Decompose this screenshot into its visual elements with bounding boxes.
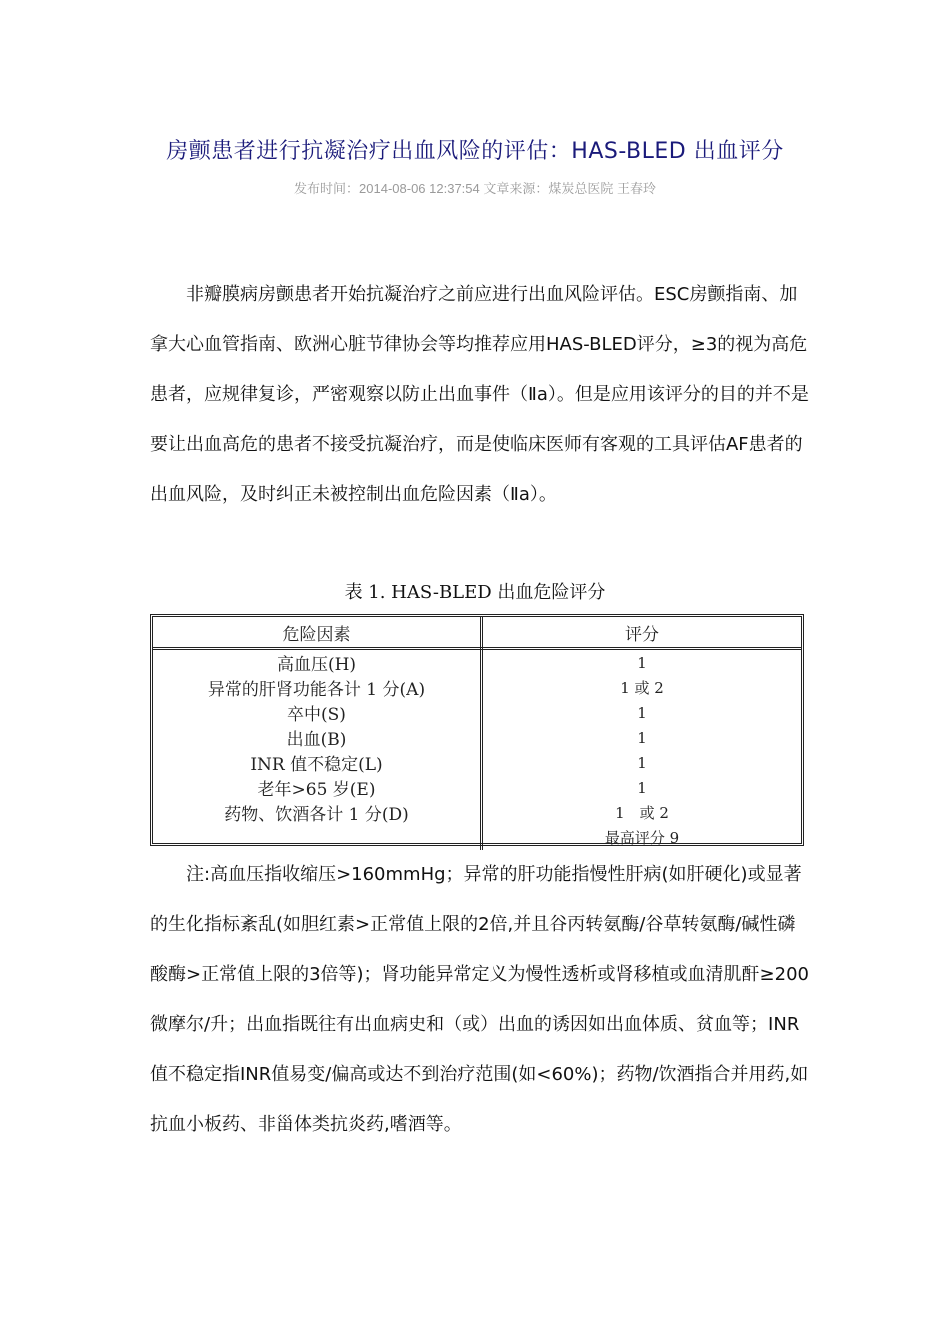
intro-section bbox=[150, 270, 810, 520]
intro-paragraph: 非瓣膜病房颤患者开始抗凝治疗之前应进行出血风险评估。ESC房颤指南、加拿大心血管指南、欧洲心脏节律协会等均推荐应用HAS-BLED评分，≥3的视为高危患者，应规律复诊，严密观察以防止出血事件（Ⅱa）。但是应用该评分的目的并不是要让出血高危的患者不接受抗凝治疗，而是使临床医师有客观的工具评估AF患者的出血风险，及时纠正未被控制出血危险因素（Ⅱa）。 bbox=[150, 284, 809, 505]
risk-factor-cell: 高血压(H) bbox=[153, 649, 482, 676]
score-cell: 1 bbox=[637, 728, 647, 747]
score-cell: 1 bbox=[637, 703, 647, 722]
table-caption: 表 1. HAS-BLED 出血危险评分 bbox=[344, 582, 606, 603]
table-row bbox=[153, 750, 801, 775]
score-cell: 1 bbox=[637, 778, 647, 797]
header-risk-factor: 危险因素 bbox=[153, 617, 482, 649]
table-row bbox=[153, 675, 801, 700]
risk-factor-cell bbox=[153, 825, 482, 850]
risk-factor-cell: 出血(B) bbox=[153, 725, 482, 750]
max-score-cell: 最高评分 9 bbox=[604, 829, 680, 847]
notes-section bbox=[150, 850, 810, 1150]
table-row bbox=[153, 775, 801, 800]
notes-paragraph: 注:高血压指收缩压>160mmHg；异常的肝功能指慢性肝病(如肝硬化)或显著的生化指标紊乱(如胆红素>正常值上限的2倍,并且谷丙转氨酶/谷草转氨酶/碱性磷酸酶>正常值上限的3倍等)；肾功能异常定义为慢性透析或肾移植或血清肌酐≥200微摩尔/升；出血指既往有出血病史和（或）出血的诱因如出血体质、贫血等；INR值不稳定指INR值易变/偏高或达不到治疗范围(如<60%)；药物/饮酒指合并用药,如抗血小板药、非甾体类抗炎药,嗜酒等。 bbox=[150, 864, 809, 1135]
page-title: 房颤患者进行抗凝治疗出血风险的评估：HAS-BLED 出血评分 bbox=[166, 139, 784, 164]
risk-table bbox=[150, 614, 804, 846]
publish-meta: 发布时间：2014-08-06 12:37:54 文章来源：煤炭总医院 王春玲 bbox=[294, 181, 656, 196]
header-score: 评分 bbox=[482, 617, 802, 649]
risk-factor-cell: 卒中(S) bbox=[153, 700, 482, 725]
table-row bbox=[153, 725, 801, 750]
score-cell: 1 bbox=[637, 753, 647, 772]
risk-factor-cell: 老年>65 岁(E) bbox=[153, 775, 482, 800]
table-row bbox=[153, 649, 801, 676]
score-cell: 1 bbox=[637, 653, 647, 672]
score-cell: 1 或 2 bbox=[615, 804, 669, 822]
risk-factor-cell: 异常的肝肾功能各计 1 分(A) bbox=[153, 675, 482, 700]
table-row bbox=[153, 800, 801, 825]
table-row bbox=[153, 825, 801, 850]
risk-factor-cell: 药物、饮酒各计 1 分(D) bbox=[153, 800, 482, 825]
score-cell: 1 或 2 bbox=[620, 679, 664, 697]
risk-factor-cell: INR 值不稳定(L) bbox=[153, 750, 482, 775]
table-row bbox=[153, 700, 801, 725]
